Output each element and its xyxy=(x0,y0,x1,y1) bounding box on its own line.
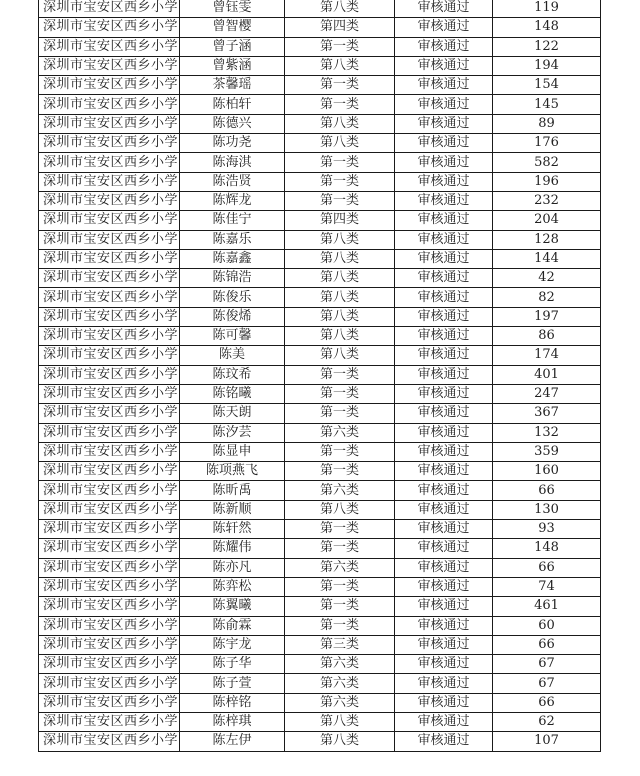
table-row xyxy=(39,442,601,461)
category-cell: 第四类 xyxy=(285,211,395,230)
score-cell: 247 xyxy=(493,384,601,403)
status-cell: 审核通过 xyxy=(395,191,493,210)
status-cell: 审核通过 xyxy=(395,76,493,95)
school-cell: 深圳市宝安区西乡小学 xyxy=(39,481,180,500)
name-cell: 陈耀伟 xyxy=(180,539,285,558)
name-cell: 陈翼曦 xyxy=(180,597,285,616)
school-cell: 深圳市宝安区西乡小学 xyxy=(39,211,180,230)
category-cell: 第三类 xyxy=(285,635,395,654)
status-cell: 审核通过 xyxy=(395,732,493,751)
school-cell: 深圳市宝安区西乡小学 xyxy=(39,56,180,75)
category-cell: 第一类 xyxy=(285,597,395,616)
category-cell: 第一类 xyxy=(285,95,395,114)
table-row xyxy=(39,635,601,654)
status-cell: 审核通过 xyxy=(395,18,493,37)
table-row xyxy=(39,307,601,326)
category-cell: 第四类 xyxy=(285,18,395,37)
table-row xyxy=(39,134,601,153)
name-cell: 曾钰雯 xyxy=(180,0,285,18)
name-cell: 曾子涵 xyxy=(180,37,285,56)
table-row xyxy=(39,365,601,384)
table-row xyxy=(39,172,601,191)
table-row xyxy=(39,153,601,172)
table-row xyxy=(39,558,601,577)
school-cell: 深圳市宝安区西乡小学 xyxy=(39,0,180,18)
name-cell: 茶馨瑶 xyxy=(180,76,285,95)
school-cell: 深圳市宝安区西乡小学 xyxy=(39,307,180,326)
school-cell: 深圳市宝安区西乡小学 xyxy=(39,462,180,481)
status-cell: 审核通过 xyxy=(395,404,493,423)
name-cell: 陈昕禹 xyxy=(180,481,285,500)
category-cell: 第八类 xyxy=(285,249,395,268)
name-cell: 陈弈松 xyxy=(180,577,285,596)
status-cell: 审核通过 xyxy=(395,134,493,153)
category-cell: 第八类 xyxy=(285,134,395,153)
category-cell: 第六类 xyxy=(285,674,395,693)
status-cell: 审核通过 xyxy=(395,114,493,133)
score-cell: 461 xyxy=(493,597,601,616)
name-cell: 陈项燕飞 xyxy=(180,462,285,481)
school-cell: 深圳市宝安区西乡小学 xyxy=(39,442,180,461)
table-row xyxy=(39,616,601,635)
score-cell: 196 xyxy=(493,172,601,191)
name-cell: 陈天朗 xyxy=(180,404,285,423)
name-cell: 陈梓琪 xyxy=(180,712,285,731)
table-row xyxy=(39,56,601,75)
score-cell: 148 xyxy=(493,539,601,558)
status-cell: 审核通过 xyxy=(395,635,493,654)
score-cell: 194 xyxy=(493,56,601,75)
table-row xyxy=(39,577,601,596)
name-cell: 陈嘉鑫 xyxy=(180,249,285,268)
table-row xyxy=(39,249,601,268)
status-cell: 审核通过 xyxy=(395,655,493,674)
review-results-table xyxy=(38,0,601,752)
score-cell: 119 xyxy=(493,0,601,18)
name-cell: 陈美 xyxy=(180,346,285,365)
category-cell: 第八类 xyxy=(285,712,395,731)
score-cell: 122 xyxy=(493,37,601,56)
category-cell: 第一类 xyxy=(285,442,395,461)
status-cell: 审核通过 xyxy=(395,365,493,384)
category-cell: 第一类 xyxy=(285,191,395,210)
category-cell: 第一类 xyxy=(285,520,395,539)
score-cell: 86 xyxy=(493,327,601,346)
table-row xyxy=(39,37,601,56)
school-cell: 深圳市宝安区西乡小学 xyxy=(39,597,180,616)
table-row xyxy=(39,539,601,558)
category-cell: 第一类 xyxy=(285,384,395,403)
score-cell: 66 xyxy=(493,481,601,500)
status-cell: 审核通过 xyxy=(395,95,493,114)
category-cell: 第八类 xyxy=(285,0,395,18)
score-cell: 62 xyxy=(493,712,601,731)
status-cell: 审核通过 xyxy=(395,616,493,635)
score-cell: 176 xyxy=(493,134,601,153)
school-cell: 深圳市宝安区西乡小学 xyxy=(39,384,180,403)
status-cell: 审核通过 xyxy=(395,597,493,616)
score-cell: 204 xyxy=(493,211,601,230)
score-cell: 67 xyxy=(493,674,601,693)
school-cell: 深圳市宝安区西乡小学 xyxy=(39,674,180,693)
category-cell: 第八类 xyxy=(285,732,395,751)
name-cell: 陈铭曦 xyxy=(180,384,285,403)
category-cell: 第六类 xyxy=(285,693,395,712)
table-row xyxy=(39,597,601,616)
score-cell: 359 xyxy=(493,442,601,461)
school-cell: 深圳市宝安区西乡小学 xyxy=(39,423,180,442)
score-cell: 160 xyxy=(493,462,601,481)
table-row xyxy=(39,674,601,693)
name-cell: 曾紫涵 xyxy=(180,56,285,75)
table-row xyxy=(39,211,601,230)
table-row xyxy=(39,520,601,539)
school-cell: 深圳市宝安区西乡小学 xyxy=(39,230,180,249)
school-cell: 深圳市宝安区西乡小学 xyxy=(39,134,180,153)
score-cell: 367 xyxy=(493,404,601,423)
status-cell: 审核通过 xyxy=(395,153,493,172)
score-cell: 60 xyxy=(493,616,601,635)
name-cell: 陈佳宁 xyxy=(180,211,285,230)
name-cell: 陈可馨 xyxy=(180,327,285,346)
school-cell: 深圳市宝安区西乡小学 xyxy=(39,76,180,95)
name-cell: 陈轩然 xyxy=(180,520,285,539)
name-cell: 陈宇龙 xyxy=(180,635,285,654)
status-cell: 审核通过 xyxy=(395,327,493,346)
name-cell: 陈功尧 xyxy=(180,134,285,153)
category-cell: 第八类 xyxy=(285,288,395,307)
school-cell: 深圳市宝安区西乡小学 xyxy=(39,577,180,596)
score-cell: 74 xyxy=(493,577,601,596)
score-cell: 197 xyxy=(493,307,601,326)
status-cell: 审核通过 xyxy=(395,230,493,249)
school-cell: 深圳市宝安区西乡小学 xyxy=(39,191,180,210)
name-cell: 陈左伊 xyxy=(180,732,285,751)
name-cell: 陈锦浩 xyxy=(180,269,285,288)
category-cell: 第一类 xyxy=(285,76,395,95)
school-cell: 深圳市宝安区西乡小学 xyxy=(39,365,180,384)
name-cell: 曾智樱 xyxy=(180,18,285,37)
score-cell: 66 xyxy=(493,558,601,577)
status-cell: 审核通过 xyxy=(395,288,493,307)
status-cell: 审核通过 xyxy=(395,712,493,731)
table-row xyxy=(39,230,601,249)
name-cell: 陈玟希 xyxy=(180,365,285,384)
score-cell: 582 xyxy=(493,153,601,172)
category-cell: 第一类 xyxy=(285,577,395,596)
score-cell: 128 xyxy=(493,230,601,249)
name-cell: 陈浩贤 xyxy=(180,172,285,191)
category-cell: 第六类 xyxy=(285,655,395,674)
table-row xyxy=(39,462,601,481)
category-cell: 第一类 xyxy=(285,172,395,191)
status-cell: 审核通过 xyxy=(395,346,493,365)
category-cell: 第一类 xyxy=(285,539,395,558)
school-cell: 深圳市宝安区西乡小学 xyxy=(39,288,180,307)
name-cell: 陈嘉乐 xyxy=(180,230,285,249)
school-cell: 深圳市宝安区西乡小学 xyxy=(39,616,180,635)
status-cell: 审核通过 xyxy=(395,693,493,712)
school-cell: 深圳市宝安区西乡小学 xyxy=(39,327,180,346)
status-cell: 审核通过 xyxy=(395,423,493,442)
status-cell: 审核通过 xyxy=(395,249,493,268)
name-cell: 陈辉龙 xyxy=(180,191,285,210)
name-cell: 陈汐芸 xyxy=(180,423,285,442)
status-cell: 审核通过 xyxy=(395,56,493,75)
table-row xyxy=(39,269,601,288)
table-row xyxy=(39,655,601,674)
status-cell: 审核通过 xyxy=(395,442,493,461)
score-cell: 107 xyxy=(493,732,601,751)
category-cell: 第六类 xyxy=(285,423,395,442)
score-cell: 66 xyxy=(493,635,601,654)
status-cell: 审核通过 xyxy=(395,211,493,230)
category-cell: 第八类 xyxy=(285,307,395,326)
school-cell: 深圳市宝安区西乡小学 xyxy=(39,558,180,577)
school-cell: 深圳市宝安区西乡小学 xyxy=(39,539,180,558)
school-cell: 深圳市宝安区西乡小学 xyxy=(39,269,180,288)
school-cell: 深圳市宝安区西乡小学 xyxy=(39,172,180,191)
school-cell: 深圳市宝安区西乡小学 xyxy=(39,520,180,539)
name-cell: 陈梓铭 xyxy=(180,693,285,712)
category-cell: 第八类 xyxy=(285,500,395,519)
name-cell: 陈德兴 xyxy=(180,114,285,133)
score-cell: 130 xyxy=(493,500,601,519)
school-cell: 深圳市宝安区西乡小学 xyxy=(39,732,180,751)
name-cell: 陈显申 xyxy=(180,442,285,461)
category-cell: 第一类 xyxy=(285,462,395,481)
school-cell: 深圳市宝安区西乡小学 xyxy=(39,404,180,423)
score-cell: 154 xyxy=(493,76,601,95)
table-row xyxy=(39,191,601,210)
category-cell: 第一类 xyxy=(285,404,395,423)
score-cell: 132 xyxy=(493,423,601,442)
status-cell: 审核通过 xyxy=(395,269,493,288)
name-cell: 陈子萱 xyxy=(180,674,285,693)
table-row xyxy=(39,346,601,365)
school-cell: 深圳市宝安区西乡小学 xyxy=(39,500,180,519)
school-cell: 深圳市宝安区西乡小学 xyxy=(39,18,180,37)
table-row xyxy=(39,95,601,114)
status-cell: 审核通过 xyxy=(395,307,493,326)
table-row xyxy=(39,693,601,712)
name-cell: 陈海淇 xyxy=(180,153,285,172)
table-row xyxy=(39,732,601,751)
status-cell: 审核通过 xyxy=(395,462,493,481)
score-cell: 82 xyxy=(493,288,601,307)
category-cell: 第八类 xyxy=(285,114,395,133)
score-cell: 232 xyxy=(493,191,601,210)
table-row xyxy=(39,0,601,18)
status-cell: 审核通过 xyxy=(395,0,493,18)
status-cell: 审核通过 xyxy=(395,481,493,500)
score-cell: 148 xyxy=(493,18,601,37)
status-cell: 审核通过 xyxy=(395,558,493,577)
school-cell: 深圳市宝安区西乡小学 xyxy=(39,249,180,268)
school-cell: 深圳市宝安区西乡小学 xyxy=(39,635,180,654)
score-cell: 66 xyxy=(493,693,601,712)
name-cell: 陈柏轩 xyxy=(180,95,285,114)
name-cell: 陈子华 xyxy=(180,655,285,674)
score-cell: 42 xyxy=(493,269,601,288)
score-cell: 145 xyxy=(493,95,601,114)
name-cell: 陈亦凡 xyxy=(180,558,285,577)
school-cell: 深圳市宝安区西乡小学 xyxy=(39,712,180,731)
school-cell: 深圳市宝安区西乡小学 xyxy=(39,37,180,56)
table-row xyxy=(39,481,601,500)
status-cell: 审核通过 xyxy=(395,520,493,539)
name-cell: 陈俊乐 xyxy=(180,288,285,307)
school-cell: 深圳市宝安区西乡小学 xyxy=(39,346,180,365)
category-cell: 第六类 xyxy=(285,558,395,577)
category-cell: 第八类 xyxy=(285,230,395,249)
school-cell: 深圳市宝安区西乡小学 xyxy=(39,693,180,712)
school-cell: 深圳市宝安区西乡小学 xyxy=(39,114,180,133)
category-cell: 第一类 xyxy=(285,616,395,635)
table-row xyxy=(39,288,601,307)
table-row xyxy=(39,423,601,442)
category-cell: 第一类 xyxy=(285,153,395,172)
review-results-table-container xyxy=(38,0,601,752)
table-row xyxy=(39,384,601,403)
score-cell: 93 xyxy=(493,520,601,539)
status-cell: 审核通过 xyxy=(395,37,493,56)
status-cell: 审核通过 xyxy=(395,577,493,596)
status-cell: 审核通过 xyxy=(395,674,493,693)
table-row xyxy=(39,114,601,133)
table-row xyxy=(39,712,601,731)
category-cell: 第八类 xyxy=(285,269,395,288)
table-row xyxy=(39,327,601,346)
table-row xyxy=(39,404,601,423)
score-cell: 401 xyxy=(493,365,601,384)
school-cell: 深圳市宝安区西乡小学 xyxy=(39,95,180,114)
table-row xyxy=(39,18,601,37)
table-row xyxy=(39,500,601,519)
category-cell: 第一类 xyxy=(285,365,395,384)
status-cell: 审核通过 xyxy=(395,384,493,403)
status-cell: 审核通过 xyxy=(395,500,493,519)
category-cell: 第一类 xyxy=(285,37,395,56)
name-cell: 陈新顺 xyxy=(180,500,285,519)
name-cell: 陈俞霖 xyxy=(180,616,285,635)
table-body xyxy=(39,0,601,751)
category-cell: 第八类 xyxy=(285,327,395,346)
category-cell: 第六类 xyxy=(285,481,395,500)
category-cell: 第八类 xyxy=(285,56,395,75)
score-cell: 89 xyxy=(493,114,601,133)
name-cell: 陈俊烯 xyxy=(180,307,285,326)
school-cell: 深圳市宝安区西乡小学 xyxy=(39,655,180,674)
status-cell: 审核通过 xyxy=(395,172,493,191)
score-cell: 174 xyxy=(493,346,601,365)
table-row xyxy=(39,76,601,95)
status-cell: 审核通过 xyxy=(395,539,493,558)
category-cell: 第八类 xyxy=(285,346,395,365)
score-cell: 144 xyxy=(493,249,601,268)
score-cell: 67 xyxy=(493,655,601,674)
school-cell: 深圳市宝安区西乡小学 xyxy=(39,153,180,172)
